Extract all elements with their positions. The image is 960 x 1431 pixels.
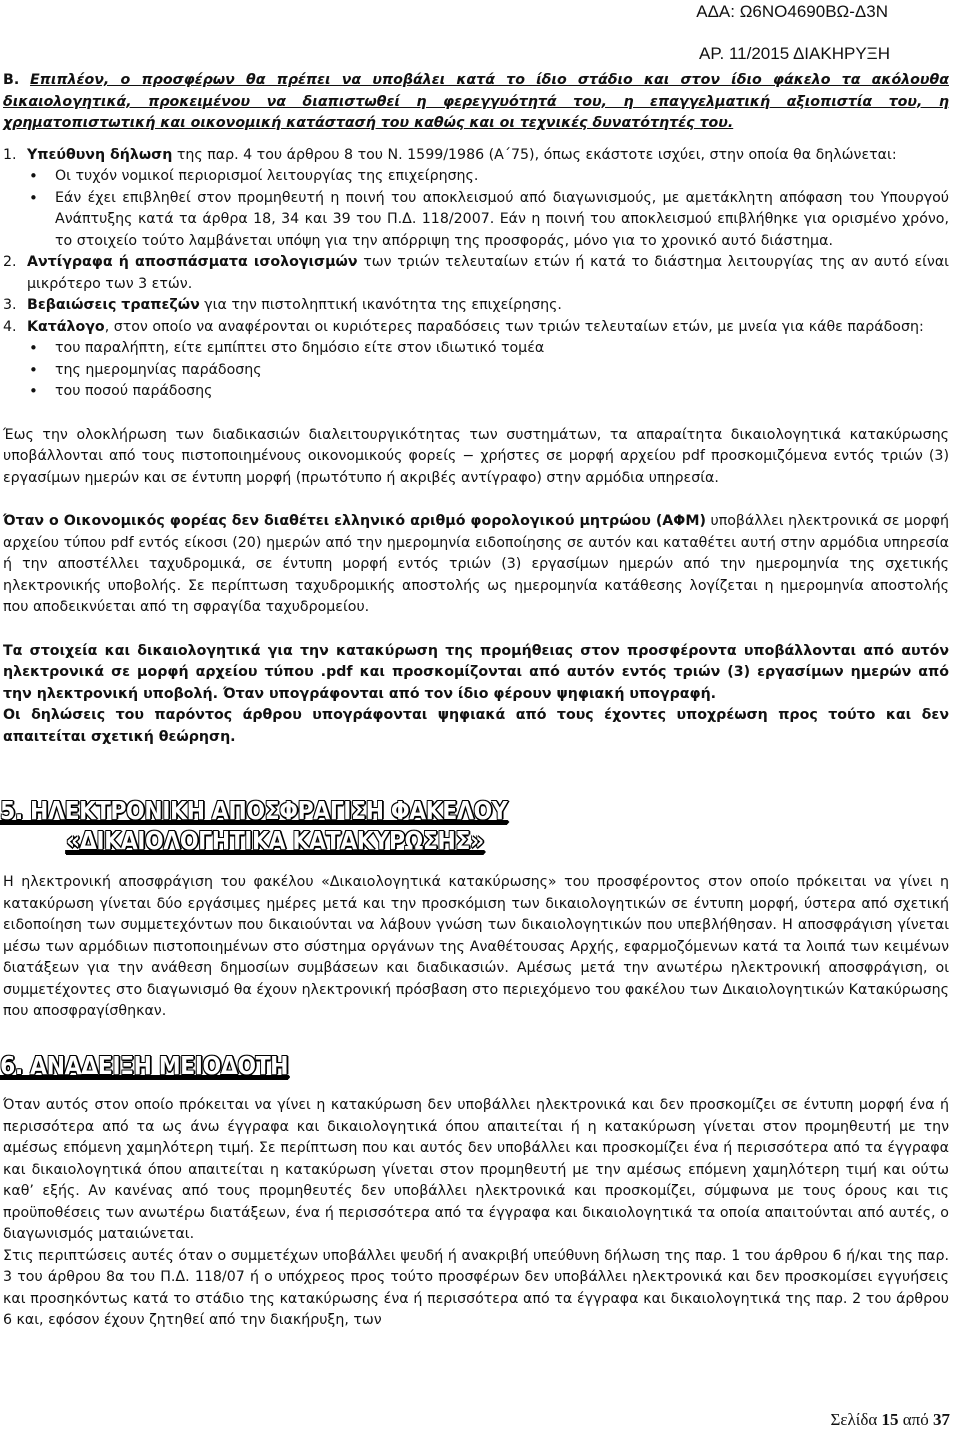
list-item: • Οι τυχόν νομικοί περιορισμοί λειτουργίας της επιχείρησης. xyxy=(27,166,949,188)
paragraph-bold-2: Οι δηλώσεις του παρόντος άρθρου υπογράφονται ψηφιακά από τους έχοντες υποχρέωση προς τούτο και δεν απαιτείται σχετική θεώρηση. xyxy=(3,707,949,745)
list-item-2: 2. Αντίγραφα ή αποσπάσματα ισολογισμών των τριών τελευταίων ετών ή κατά το διάστημα λειτουργίας της αν αυτό είναι μικρότερο των 3 ετών. xyxy=(3,254,949,292)
list-item: • του παραλήπτη, είτε εμπίπτει στο δημόσιο είτε στον ιδιωτικό τομέα xyxy=(27,338,949,360)
section-b-label: Β. xyxy=(3,72,20,88)
list-item: • Εάν έχει επιβληθεί στον προμηθευτή η ποινή του αποκλεισμού από διαγωνισμούς, με αμετάκλητη απόφαση του Υπουργού Ανάπτυξης κατά τα άρθρα 18, 34 και 39 του Π.Δ. 118/2007. Εάν η ποινή του αποκλεισμού επιβλήθηκε για ορισμένο χρόνο, το στοιχείο τούτο λαμβάνεται υπόψη για την απόρριψη της προσφοράς, μόνο για το χρονικό αυτό διάστημα. xyxy=(27,188,949,253)
list-item: • του ποσού παράδοσης xyxy=(27,381,949,403)
item-4-bullets xyxy=(3,338,949,403)
section-5-heading-line1: 5. ΗΛΕΚΤΡΟΝΙΚΗ ΑΠΟΣΦΡΑΓΙΣΗ ΦΑΚΕΛΟΥ xyxy=(0,796,508,825)
section-6-heading: 6. ΑΝΑΔΕΙΞΗ ΜΕΙΟΔΟΤΗ xyxy=(0,1051,289,1080)
list-item-3: 3. Βεβαιώσεις τραπεζών για την πιστοληπτική ικανότητα της επιχείρησης. xyxy=(3,297,562,313)
paragraph-section-6a: Όταν αυτός στον οποίο πρόκειται να γίνει η κατακύρωση δεν υποβάλλει ηλεκτρονικά και δεν προσκομίζει σε έντυπη μορφή ένα ή περισσότερα από τα ως άνω έγγραφα και δικαιολογητικά όπου απαιτείται ή η κατακύρωση γίνεται στον προμηθευτή με την αμέσως επόμενη χαμηλότερη τιμή. Σε περίπτωση που και αυτός δεν υποβάλλει και προσκομίζει ένα ή περισσότερα από τα έγγραφα και δικαιολογητικά όπου απαιτείται η κατακύρωση γίνεται στον προμηθευτή με την αμέσως επόμενη χαμηλότερη τιμή και ούτω καθ’ εξής. Αν κανένας από τους προμηθευτές δεν υποβάλλει ηλεκτρονικά και προσκομίζει, σύμφωνα με τους όρους και τις προϋποθέσεις των ανωτέρω διατάξεων, ένα ή περισσότερα από τα έγγραφα και δικαιολογητικά τα οποία απαιτούνται από αυτές, ο διαγωνισμός ματαιώνεται. xyxy=(3,1097,949,1242)
ada-code: ΑΔΑ: Ω6ΝΟ4690ΒΩ-Δ3Ν xyxy=(696,2,888,21)
list-item: • της ημερομηνίας παράδοσης xyxy=(27,360,949,382)
paragraph-bold-1: Τα στοιχεία και δικαιολογητικά για την κατακύρωση της προμήθειας στον προσφέροντα υποβάλλονται από αυτόν ηλεκτρονικά σε μορφή αρχείου τύπου .pdf και προσκομίζονται από αυτόν εντός τριών (3) εργασίμων ημερών από την ηλεκτρονική υποβολή. Όταν υπογράφονται από τον ίδιο φέρουν ψηφιακή υπογραφή. xyxy=(3,642,949,702)
paragraph-section-5: Η ηλεκτρονική αποσφράγιση του φακέλου «Δικαιολογητικά κατακύρωσης» του προσφέροντος στον οποίο πρόκειται να γίνει η κατακύρωση γίνεται δύο εργάσιμες ημέρες μετά και την προσκόμιση των δικαιολογητικών σε έντυπη μορφή, ύστερα από σχετική ειδοποίηση των συμμετεχόντων που δικαιούνται να λάβουν γνώση των δικαιολογητικών που υπεβλήθησαν. Η αποσφράγιση γίνεται μέσω των αρμόδιων πιστοποιημένων στο σύστημα οργάνων της Αναθέτουσας Αρχής, εφαρμοζόμενων κατά τα λοιπά των κειμένων διατάξεων για την ανάθεση δημοσίων συμβάσεων και διαδικασιών. Αμέσως μετά την ανωτέρω ηλεκτρονική αποσφράγιση, οι συμμετέχοντες στο διαγωνισμό θα έχουν ηλεκτρονική πρόσβαση στο περιεχόμενο του φακέλου των Δικαιολογητικών Κατακύρωσης που αποσφραγίσθηκαν. xyxy=(3,874,949,1019)
paragraph-until: Έως την ολοκλήρωση των διαδικασιών διαλειτουργικότητας των συστημάτων, τα απαραίτητα δικαιολογητικά κατακύρωσης υποβάλλονται από τους πιστοποιημένους οικονομικούς φορείς − χρήστες σε μορφή αρχείου pdf προσκομιζόμενα εντός τριών (3) εργασίμων ημερών και σε έντυπη μορφή (πρωτότυπο ή ακριβές αντίγραφο) στην αρμόδια υπηρεσία. xyxy=(3,426,949,486)
list-item-1: 1. Υπεύθυνη δήλωση της παρ. 4 του άρθρου 8 του Ν. 1599/1986 (Α΄75), όπως εκάστοτε ισχύει, στην οποία θα δηλώνεται: xyxy=(3,146,897,163)
item-1-bullets xyxy=(3,166,949,252)
document-reference: ΑΡ. 11/2015 ΔΙΑΚΗΡΥΞΗ xyxy=(699,44,890,63)
section-6-body xyxy=(3,1095,949,1332)
section-5-heading-line2: «ΔΙΚΑΙΟΛΟΓΗΤΙΚΑ ΚΑΤΑΚΥΡΩΣΗΣ» xyxy=(66,826,484,855)
list-item-4: 4. Κατάλογο, στον οποίο να αναφέρονται οι κυριότερες παραδόσεις των τριών τελευταίων ετών, με μνεία για κάθε παράδοση: xyxy=(3,318,924,335)
section-b-text: Επιπλέον, ο προσφέρων θα πρέπει να υποβάλει κατά το ίδιο στάδιο και στον ίδιο φάκελο τα ακόλουθα δικαιολογητικά, προκειμένου να διαπιστωθεί η φερεγγυότητά του, η επαγγελματική αξιοπιστία του, η χρηματοπιστωτική και οικονομική κατάστασή του καθώς και οι τεχνικές δυνατότητές του. xyxy=(3,72,949,131)
page-number-footer: Σελίδα 15 από 37 xyxy=(830,1410,950,1429)
document-body xyxy=(3,70,949,748)
paragraph-afm: Όταν ο Οικονομικός φορέας δεν διαθέτει ελληνικό αριθμό φορολογικού μητρώου (ΑΦΜ) υποβάλλει ηλεκτρονικά σε μορφή αρχείου τύπου pdf εντός είκοσι (20) ημερών από την ημερομηνία ειδοποίησης σε αυτόν και καταθέτει αυτή στην αρμόδια υπηρεσία ή την αποστέλλει ταχυδρομικά, σε έντυπη μορφή εντός τριών (3) εργασίμων ημερών από την ημερομηνία της σχετικής ηλεκτρονικής υποβολής. Σε περίπτωση ταχυδρομικής αποστολής ως ημερομηνία κατάθεσης λογίζεται η ημερομηνία αποστολής που αποδεικνύεται από τη σφραγίδα ταχυδρομείου. xyxy=(3,513,949,615)
paragraph-section-6b: Στις περιπτώσεις αυτές όταν ο συμμετέχων υποβάλλει ψευδή ή ανακριβή υπεύθυνη δήλωση της παρ. 1 του άρθρου 6 ή/και της παρ. 3 του άρθρου 8α του Π.Δ. 118/07 ή ο υπόχρεος προς τούτο προσφέρων δεν υποβάλλει ηλεκτρονικά και δεν προσκομίσει εγγυήσεις και προσηκόντως κατά το στάδιο της κατακύρωσης ένα ή περισσότερα από τα έγγραφα και δικαιολογητικά της παρ. 2 του άρθρου 6 και, εφόσον έχουν ζητηθεί από την διακήρυξη, των xyxy=(3,1247,949,1328)
section-5-body xyxy=(3,872,949,1023)
section-b-paragraph xyxy=(3,70,949,135)
